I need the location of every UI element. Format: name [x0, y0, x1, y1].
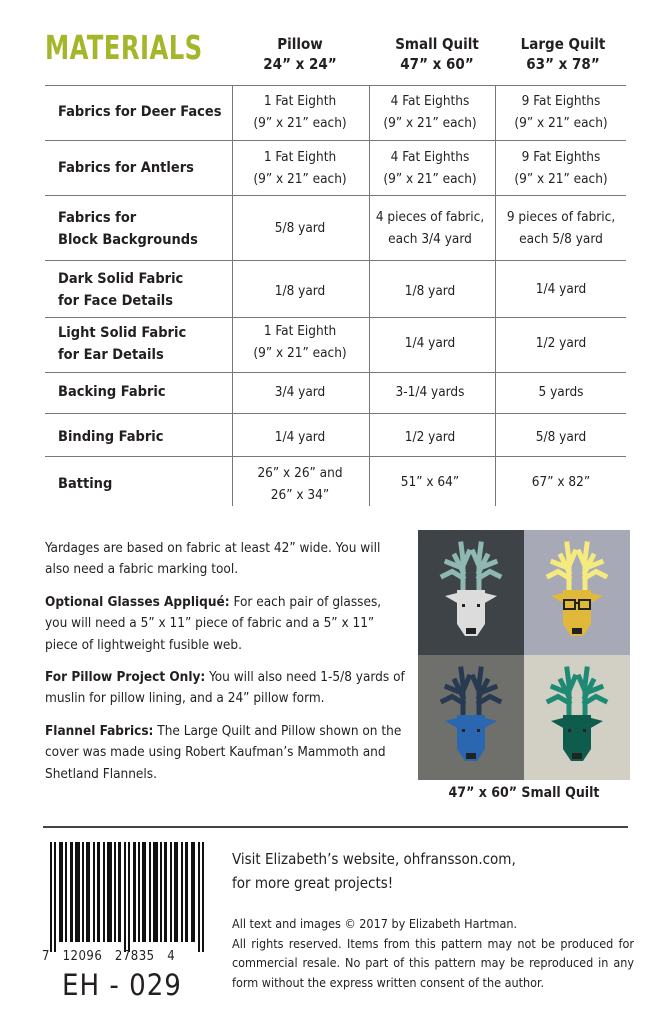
notes-flannel — [45, 721, 405, 785]
cell-line: 1/4 yard — [274, 429, 326, 445]
column-header-small-quilt — [369, 34, 505, 74]
promo-line: Visit Elizabeth’s website, ohfransson.com, — [232, 850, 516, 868]
table-cell — [232, 320, 368, 364]
website-promo — [232, 847, 632, 895]
copyright-line: All text and images © 2017 by Elizabeth Hartman. — [232, 916, 518, 931]
table-cell — [362, 426, 498, 448]
cell-line: (9” x 21” each) — [253, 345, 347, 361]
cell-line: (9” x 21” each) — [253, 115, 347, 131]
promo-line: for more great projects! — [232, 874, 394, 892]
table-cell — [232, 426, 368, 448]
table-cell — [493, 90, 629, 134]
notes-glasses — [45, 592, 405, 656]
cell-line: (9” x 21” each) — [514, 115, 608, 131]
cell-line: 5 yards — [538, 384, 584, 400]
cell-line: 4 pieces of fabric, — [375, 209, 485, 225]
notes-text: The Large Quilt and Pillow shown on the cover was made using Robert Kaufman’s Mammoth and Shetland Flannels. — [45, 722, 402, 782]
table-cell — [362, 146, 498, 190]
cell-line: 1/2 yard — [404, 429, 456, 445]
cell-line: 3/4 yard — [274, 384, 326, 400]
section-divider — [43, 826, 628, 828]
row-label-backing — [58, 381, 230, 403]
barcode — [50, 842, 205, 952]
copyright-notice — [232, 914, 634, 992]
cell-line: 5/8 yard — [274, 220, 326, 236]
row-label-line: Light Solid Fabric — [58, 325, 187, 341]
cell-line: (9” x 21” each) — [514, 171, 608, 187]
table-cell — [232, 462, 368, 506]
cell-line: 9 Fat Eighths — [521, 149, 601, 165]
cell-line: (9” x 21” each) — [383, 171, 477, 187]
row-label-batting — [58, 473, 230, 495]
row-label-block-backgrounds — [58, 207, 230, 251]
row-label-face-details — [58, 268, 230, 312]
quilt-illustration — [418, 530, 630, 780]
column-size: 47” x 60” — [400, 55, 474, 73]
materials-title: MATERIALS — [45, 28, 203, 67]
quilt-caption: 47” x 60” Small Quilt — [448, 785, 600, 801]
notes-heading: Optional Glasses Appliqué: — [45, 593, 230, 610]
notes-heading: For Pillow Project Only: — [45, 669, 206, 686]
row-label-line: Block Backgrounds — [58, 232, 198, 248]
row-label-ear-details — [58, 322, 230, 366]
table-cell — [493, 206, 629, 250]
column-size: 24” x 24” — [263, 55, 337, 73]
notes-text: For each pair of glasses, you will need a 5” x 11” piece of fabric and a 5” x 11” piece of lightweight fusible web. — [45, 593, 382, 653]
notes — [45, 538, 405, 796]
row-label-deer-faces — [58, 101, 230, 123]
row-label-line: Batting — [58, 476, 113, 492]
row-label-line: Fabrics for Antlers — [58, 160, 194, 176]
cell-line: each 5/8 yard — [519, 231, 603, 247]
table-cell — [362, 332, 498, 354]
cell-line: 51” x 64” — [400, 474, 460, 490]
table-cell — [493, 471, 629, 493]
notes-pillow — [45, 667, 405, 710]
cell-line: each 3/4 yard — [388, 231, 472, 247]
cell-line: 1 Fat Eighth — [263, 323, 337, 339]
cell-line: 3-1/4 yards — [395, 384, 465, 400]
row-label-antlers — [58, 157, 230, 179]
table-cell — [493, 381, 629, 403]
cell-line: 1/4 yard — [404, 335, 456, 351]
table-cell — [232, 146, 368, 190]
table-rule — [45, 372, 626, 373]
row-label-binding — [58, 426, 230, 448]
cell-line: 9 pieces of fabric, — [506, 209, 616, 225]
notes-heading: Flannel Fabrics: — [45, 722, 154, 739]
cell-line: (9” x 21” each) — [253, 171, 347, 187]
table-cell — [493, 332, 629, 354]
cell-line: 9 Fat Eighths — [521, 93, 601, 109]
table-rule — [45, 413, 626, 414]
table-cell — [362, 381, 498, 403]
cell-line: 1/8 yard — [274, 283, 326, 299]
column-name: Large Quilt — [520, 35, 606, 53]
row-label-line: Binding Fabric — [58, 429, 164, 445]
rights-text: All rights reserved. Items from this pattern may not be produced for commercial resale. No part of this pattern may be reproduced in any form without the express written consent of the author. — [232, 935, 634, 990]
cell-line: (9” x 21” each) — [383, 115, 477, 131]
table-rule — [45, 140, 626, 141]
table-cell — [493, 278, 629, 300]
table-cell — [493, 146, 629, 190]
notes-text: You will also need 1-5/8 yards of muslin for pillow lining, and a 24” pillow form. — [45, 669, 405, 707]
table-cell — [493, 426, 629, 448]
table-cell — [362, 90, 498, 134]
row-label-line: Dark Solid Fabric — [58, 271, 184, 287]
barcode-number: 7 12096 27835 4 — [42, 949, 176, 964]
cell-line: 4 Fat Eighths — [390, 149, 470, 165]
column-header-pillow — [232, 34, 368, 74]
cell-line: 1/8 yard — [404, 283, 456, 299]
table-cell — [232, 90, 368, 134]
row-label-line: Fabrics for — [58, 210, 137, 226]
cell-line: 5/8 yard — [535, 429, 587, 445]
table-cell — [362, 280, 498, 302]
table-cell — [362, 471, 498, 493]
column-name: Pillow — [277, 35, 323, 53]
table-cell — [232, 381, 368, 403]
table-rule — [45, 456, 626, 457]
pattern-code: EH - 029 — [62, 968, 182, 1002]
table-rule — [45, 85, 626, 86]
table-cell — [232, 217, 368, 239]
table-rule — [45, 195, 626, 196]
cell-line: 67” x 82” — [531, 474, 591, 490]
column-size: 63” x 78” — [526, 55, 600, 73]
table-rule — [45, 260, 626, 261]
table-cell — [232, 280, 368, 302]
cell-line: 4 Fat Eighths — [390, 93, 470, 109]
table-rule — [45, 317, 626, 318]
cell-line: 1 Fat Eighth — [263, 149, 337, 165]
column-header-large-quilt — [495, 34, 631, 74]
cell-line: 1/4 yard — [535, 281, 587, 297]
cell-line: 26” x 34” — [270, 487, 330, 503]
row-label-line: for Face Details — [58, 293, 174, 309]
column-name: Small Quilt — [395, 35, 479, 53]
cell-line: 26” x 26” and — [257, 465, 343, 481]
row-label-line: Backing Fabric — [58, 384, 166, 400]
row-label-line: for Ear Details — [58, 347, 164, 363]
row-label-line: Fabrics for Deer Faces — [58, 104, 222, 120]
cell-line: 1 Fat Eighth — [263, 93, 337, 109]
notes-intro: Yardages are based on fabric at least 42” wide. You will also need a fabric marking tool. — [45, 540, 381, 578]
table-cell — [362, 206, 498, 250]
cell-line: 1/2 yard — [535, 335, 587, 351]
